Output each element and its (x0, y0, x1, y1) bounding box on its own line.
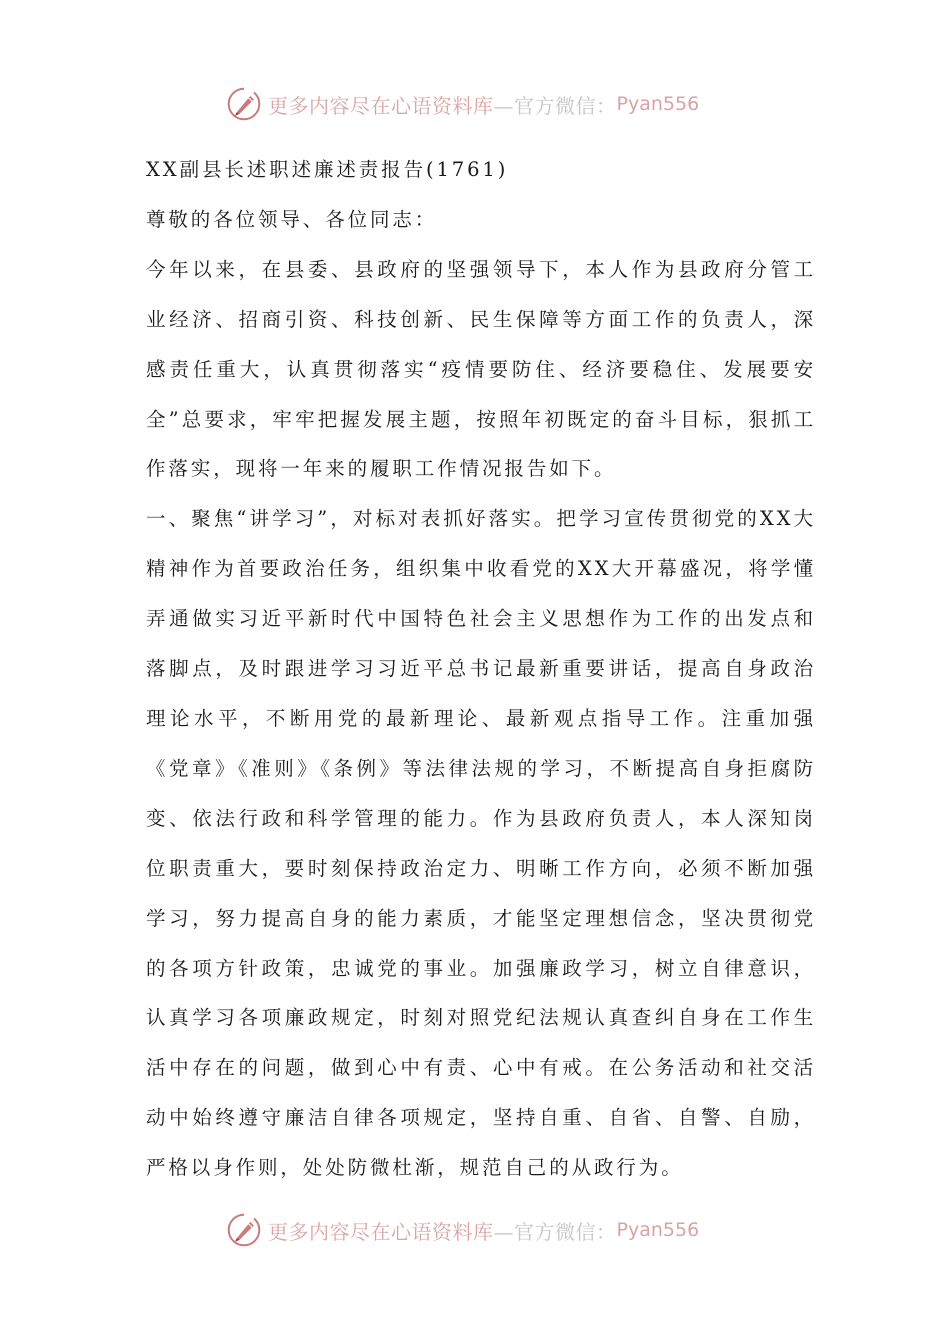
pen-nib-circle-icon (226, 86, 262, 122)
footer-watermark (226, 1210, 746, 1250)
pen-nib-circle-icon (226, 1212, 262, 1248)
salutation: 尊敬的各位领导、各位同志： (146, 207, 438, 231)
watermark-wechat: Pyan556 (616, 1219, 700, 1241)
document-title: XX副县长述职述廉述责报告(1761) (146, 158, 509, 181)
watermark-dash: —官方微信： (493, 93, 617, 118)
watermark-wechat: Pyan556 (616, 93, 700, 115)
document-body (146, 145, 816, 1193)
watermark-dash: —官方微信： (493, 1219, 617, 1244)
header-watermark (226, 84, 746, 124)
watermark-site: 更多内容尽在心语资料库 (268, 93, 494, 118)
paragraph-intro: 今年以来，在县委、县政府的坚强领导下，本人作为县政府分管工业经济、招商引资、科技创新、民生保障等方面工作的负责人，深感责任重大，认真贯彻落实“疫情要防住、经济要稳住、发展要安全”总要求，牢牢把握发展主题，按照年初既定的奋斗目标，狠抓工作落实，现将一年来的履职工作情况报告如下。 (146, 257, 816, 481)
watermark-site: 更多内容尽在心语资料库 (268, 1219, 494, 1244)
paragraph-section-1: 一、聚焦“讲学习”，对标对表抓好落实。把学习宣传贯彻党的XX大精神作为首要政治任务，组织集中收看党的XX大开幕盛况，将学懂弄通做实习近平新时代中国特色社会主义思想作为工作的出发点和落脚点，及时跟进学习习近平总书记最新重要讲话，提高自身政治理论水平，不断用党的最新理论、最新观点指导工作。注重加强《党章》《准则》《条例》等法律法规的学习，不断提高自身拒腐防变、依法行政和科学管理的能力。作为县政府负责人，本人深知岗位职责重大，要时刻保持政治定力、明晰工作方向，必须不断加强学习，努力提高自身的能力素质，才能坚定理想信念，坚决贯彻党的各项方针政策，忠诚党的事业。加强廉政学习，树立自律意识，认真学习各项廉政规定，时刻对照党纪法规认真查纠自身在工作生活中存在的问题，做到心中有责、心中有戒。在公务活动和社交活动中始终遵守廉洁自律各项规定，坚持自重、自省、自警、自励，严格以身作则，处处防微杜渐，规范自己的从政行为。 (146, 507, 816, 1180)
